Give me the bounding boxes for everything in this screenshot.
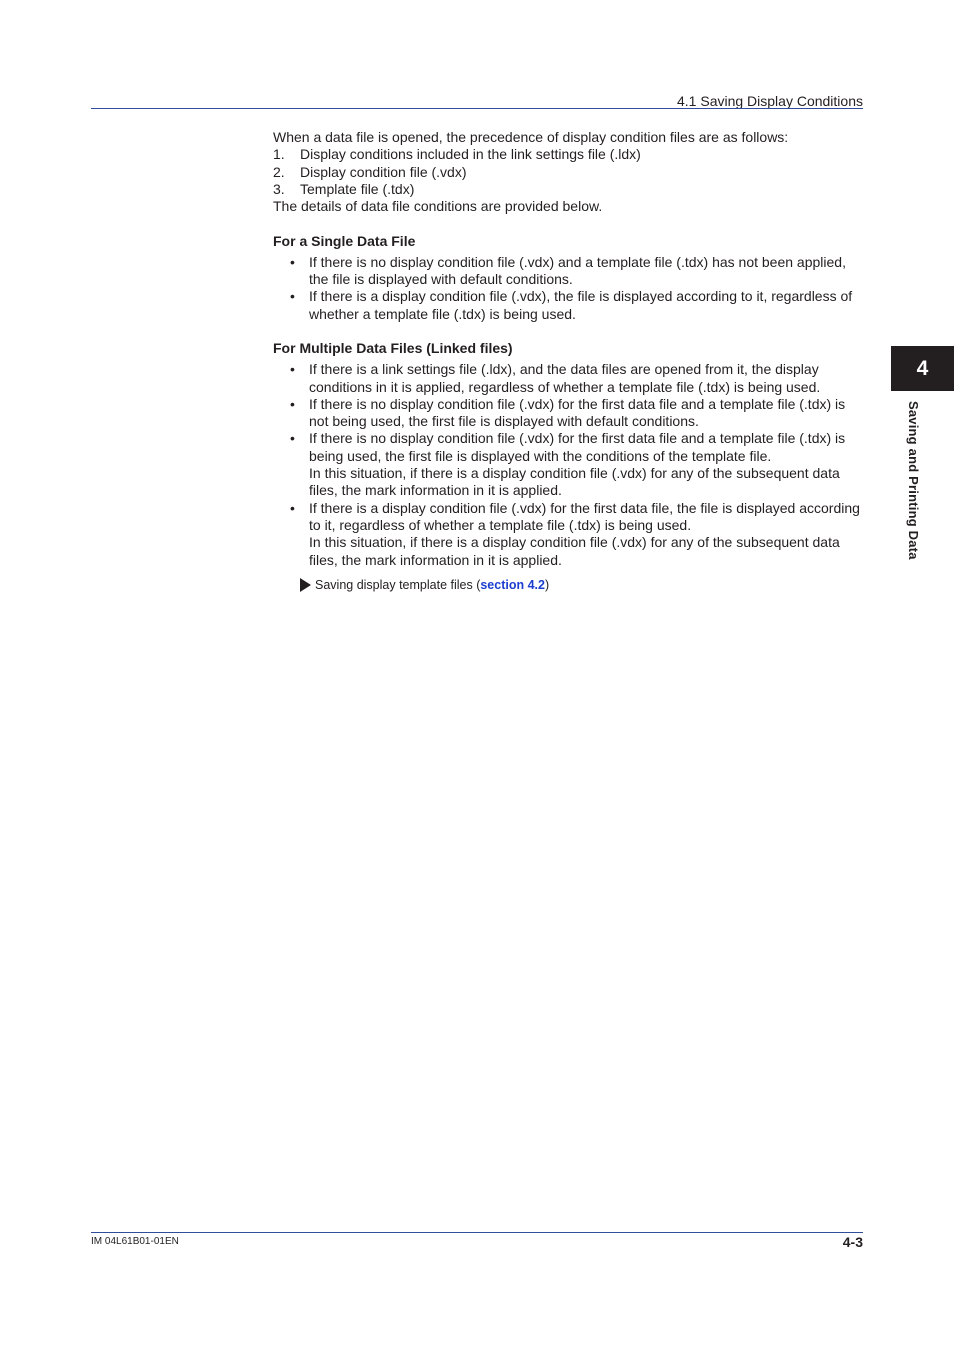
multiple-bullet-1 bbox=[273, 361, 865, 396]
bullet-text: If there is a display condition file (.vdx), the file is displayed according to it, regardless of whether a template file (.tdx) is being used. bbox=[309, 288, 853, 322]
bullet-mark: • bbox=[290, 253, 295, 270]
precedence-item-3 bbox=[273, 181, 865, 198]
bullet-mark: • bbox=[290, 288, 295, 305]
precedence-number: 1. bbox=[273, 146, 285, 163]
precedence-text: Template file (.tdx) bbox=[300, 180, 415, 197]
multiple-bullet-4 bbox=[273, 500, 865, 535]
chapter-side-title bbox=[906, 401, 926, 576]
bullet-text: If there is a display condition file (.vdx) for the first data file, the file is displayed according to it, regardless of whether a template file (.tdx) is being used. bbox=[309, 499, 860, 533]
triangle-arrow-icon bbox=[300, 578, 311, 592]
precedence-number: 2. bbox=[273, 163, 285, 180]
xref-text: Saving display template files ( bbox=[315, 577, 481, 592]
multiple-bullet-3 bbox=[273, 430, 865, 465]
chapter-tab bbox=[891, 346, 954, 391]
bullet-continuation: In this situation, if there is a display condition file (.vdx) for any of the subsequent data files, the mark information in it is applied. bbox=[309, 534, 840, 568]
chapter-number: 4 bbox=[916, 356, 929, 380]
page-content bbox=[273, 129, 865, 594]
precedence-item-2 bbox=[273, 164, 865, 181]
single-file-heading: For a Single Data File bbox=[273, 232, 416, 249]
single-bullet-2 bbox=[273, 288, 865, 323]
chapter-title: Saving and Printing Data bbox=[906, 401, 921, 560]
precedence-item-1 bbox=[273, 146, 865, 163]
bullet-mark: • bbox=[290, 430, 295, 447]
header-section-title: 4.1 Saving Display Conditions bbox=[677, 93, 863, 109]
header-divider bbox=[91, 108, 863, 109]
footer-page-number: 4-3 bbox=[842, 1234, 863, 1250]
multiple-bullet-2 bbox=[273, 396, 865, 431]
bullet-mark: • bbox=[290, 499, 295, 516]
details-intro: The details of data file conditions are provided below. bbox=[273, 198, 603, 215]
bullet-mark: • bbox=[290, 361, 295, 378]
precedence-text: Display conditions included in the link settings file (.ldx) bbox=[300, 146, 641, 163]
xref-close: ) bbox=[544, 577, 550, 592]
precedence-text: Display condition file (.vdx) bbox=[300, 163, 467, 180]
single-bullet-1 bbox=[273, 254, 865, 289]
bullet-mark: • bbox=[290, 395, 295, 412]
intro-paragraph: When a data file is opened, the precedence of display condition files are as follows: bbox=[273, 129, 789, 145]
bullet-text: If there is no display condition file (.vdx) and a template file (.tdx) has not been applied, the file is displayed with default conditions. bbox=[309, 253, 846, 288]
bullet-text: If there is no display condition file (.vdx) for the first data file and a template file (.tdx) is not being used, the first file is displayed with default conditions. bbox=[309, 395, 846, 430]
precedence-number: 3. bbox=[273, 180, 285, 197]
bullet-continuation: In this situation, if there is a display condition file (.vdx) for any of the subsequent data files, the mark information in it is applied. bbox=[309, 465, 840, 499]
section-link[interactable]: section 4.2 bbox=[480, 577, 545, 592]
multiple-files-heading: For Multiple Data Files (Linked files) bbox=[273, 340, 513, 357]
footer-doc-number: IM 04L61B01-01EN bbox=[91, 1236, 179, 1247]
bullet-text: If there is a link settings file (.ldx), and the data files are opened from it, the display conditions in it is applied, regardless of whether a template file (.tdx) is being used. bbox=[309, 361, 821, 395]
cross-reference bbox=[300, 577, 865, 594]
bullet-text: If there is no display condition file (.vdx) for the first data file and a template file (.tdx) is being used, the first file is displayed with the conditions of the template file. bbox=[309, 430, 846, 464]
footer-divider bbox=[91, 1232, 863, 1233]
